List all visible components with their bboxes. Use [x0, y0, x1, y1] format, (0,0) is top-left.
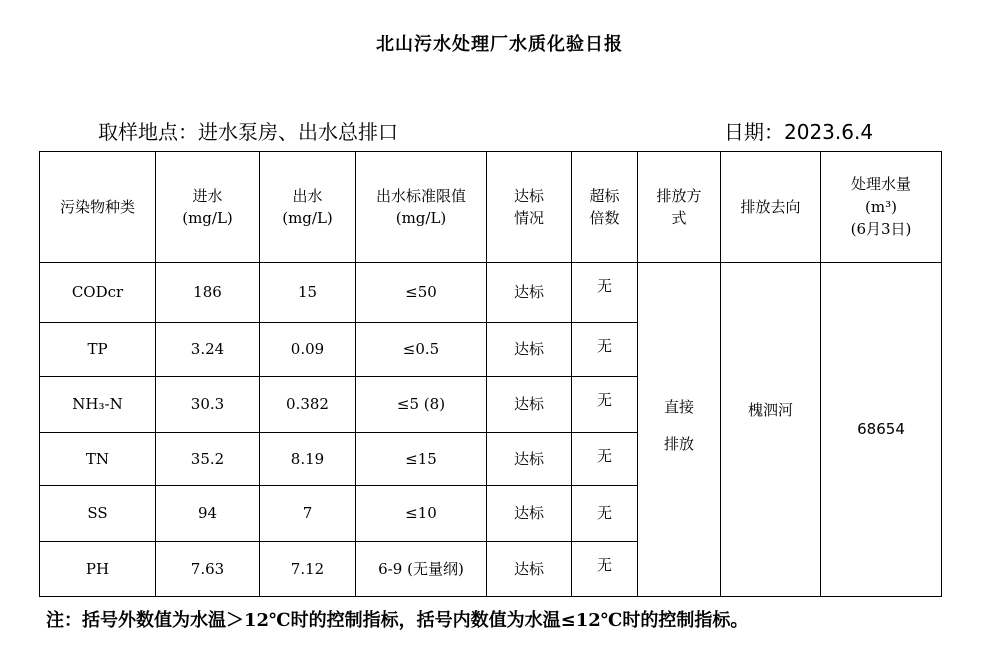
discharge-destination-text: 槐泗河 — [747, 401, 793, 420]
exceed-multiple: 无 — [572, 542, 638, 597]
header-volume-unit: (m³) — [865, 197, 897, 216]
compliance-status: 达标 — [487, 323, 572, 377]
compliance-status: 达标 — [487, 433, 572, 486]
report-date — [724, 116, 873, 145]
header-compliance-line2: 情况 — [513, 209, 544, 227]
header-volume-line1: 处理水量 — [850, 175, 911, 194]
exceed-multiple: 无 — [572, 323, 638, 377]
limit-value: ≤10 — [356, 486, 487, 542]
header-compliance — [487, 152, 572, 263]
influent-value: 186 — [156, 263, 260, 323]
pollutant-name: NH₃-N — [40, 377, 156, 433]
sampling-location — [98, 116, 398, 145]
header-discharge-method-line2: 式 — [671, 209, 687, 227]
date-label: 日期： — [724, 120, 784, 144]
exceed-multiple: 无 — [572, 433, 638, 486]
influent-value: 3.24 — [156, 323, 260, 377]
influent-value: 35.2 — [156, 433, 260, 486]
header-limit — [356, 152, 487, 263]
date-value: 2023.6.4 — [784, 120, 874, 144]
header-effluent — [260, 152, 356, 263]
influent-value: 30.3 — [156, 377, 260, 433]
header-volume — [821, 152, 942, 263]
limit-value: ≤50 — [356, 263, 487, 323]
exceed-multiple: 无 — [572, 263, 638, 323]
header-discharge-method — [638, 152, 721, 263]
header-discharge-method-line1: 排放方 — [656, 186, 702, 205]
influent-value: 7.63 — [156, 542, 260, 597]
header-discharge-dest: 排放去向 — [721, 152, 821, 263]
effluent-value: 0.09 — [260, 323, 356, 377]
header-exceed — [572, 152, 638, 263]
header-row — [40, 152, 942, 263]
header-volume-date: (6月3日) — [850, 220, 912, 239]
header-limit-unit: (mg/L) — [395, 209, 447, 227]
sampling-value: 进水泵房、出水总排口 — [198, 120, 398, 144]
header-pollutant: 污染物种类 — [40, 152, 156, 263]
compliance-status: 达标 — [487, 542, 572, 597]
pollutant-name: CODcr — [40, 263, 156, 323]
treated-volume: 68654 — [821, 263, 942, 597]
discharge-method — [638, 263, 721, 597]
pollutant-name: PH — [40, 542, 156, 597]
water-quality-table — [39, 151, 942, 597]
header-exceed-line1: 超标 — [589, 186, 620, 205]
limit-value: ≤15 — [356, 433, 487, 486]
header-effluent-unit: (mg/L) — [282, 209, 333, 227]
effluent-value: 7.12 — [260, 542, 356, 597]
discharge-method-line2: 排放 — [663, 434, 694, 453]
header-limit-line: 出水标准限值 — [375, 186, 466, 205]
effluent-value: 0.382 — [260, 377, 356, 433]
discharge-method-line1: 直接 — [663, 398, 694, 416]
limit-value: 6-9 (无量纲) — [356, 542, 487, 597]
compliance-status: 达标 — [487, 486, 572, 542]
effluent-value: 7 — [260, 486, 356, 542]
compliance-status: 达标 — [487, 377, 572, 433]
footnote: 注：括号外数值为水温＞12℃时的控制指标，括号内数值为水温≤12℃时的控制指标。 — [46, 610, 749, 631]
pollutant-name: TN — [40, 433, 156, 486]
discharge-destination — [721, 263, 821, 597]
exceed-multiple: 无 — [572, 486, 638, 542]
exceed-multiple: 无 — [572, 377, 638, 433]
limit-value: ≤5 (8) — [356, 377, 487, 433]
effluent-value: 15 — [260, 263, 356, 323]
header-influent-unit: (mg/L) — [182, 209, 233, 227]
pollutant-name: TP — [40, 323, 156, 377]
sampling-label: 取样地点： — [98, 120, 198, 144]
table-row — [40, 263, 942, 323]
header-influent-line: 进水 — [192, 186, 223, 205]
limit-value: ≤0.5 — [356, 323, 487, 377]
influent-value: 94 — [156, 486, 260, 542]
report-title: 北山污水处理厂水质化验日报 — [376, 34, 623, 55]
header-influent — [156, 152, 260, 263]
header-effluent-line: 出水 — [292, 186, 323, 205]
header-exceed-line2: 倍数 — [589, 209, 620, 227]
header-compliance-line1: 达标 — [513, 186, 544, 205]
effluent-value: 8.19 — [260, 433, 356, 486]
compliance-status: 达标 — [487, 263, 572, 323]
pollutant-name: SS — [40, 486, 156, 542]
